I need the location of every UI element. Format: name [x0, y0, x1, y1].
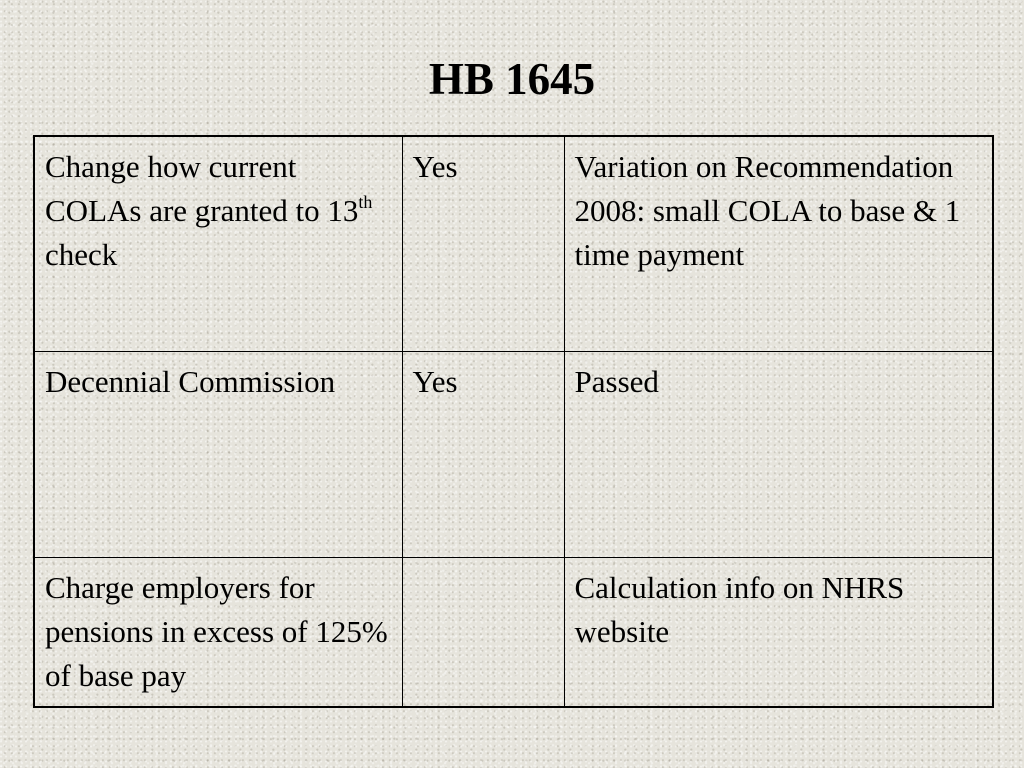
table-cell-item: Decennial Commission — [34, 351, 402, 557]
table-cell-status: Yes — [402, 351, 564, 557]
table-cell-notes: Calculation info on NHRS website — [564, 557, 993, 707]
table-cell-status — [402, 557, 564, 707]
table-cell-notes: Variation on Recommendation 2008: small COLA to base & 1 time payment — [564, 136, 993, 351]
table-cell-status: Yes — [402, 136, 564, 351]
table-row — [34, 136, 993, 351]
bill-table — [33, 135, 994, 708]
cell-text: check — [45, 237, 118, 272]
table-row — [34, 557, 993, 707]
table-row — [34, 351, 993, 557]
table-cell-notes: Passed — [564, 351, 993, 557]
cell-text: Change how current COLAs are granted to 13 — [45, 149, 359, 228]
superscript-text: th — [358, 192, 373, 212]
table-cell-item — [34, 136, 402, 351]
table-cell-item: Charge employers for pensions in excess of 125% of base pay — [34, 557, 402, 707]
slide-title: HB 1645 — [428, 54, 596, 104]
